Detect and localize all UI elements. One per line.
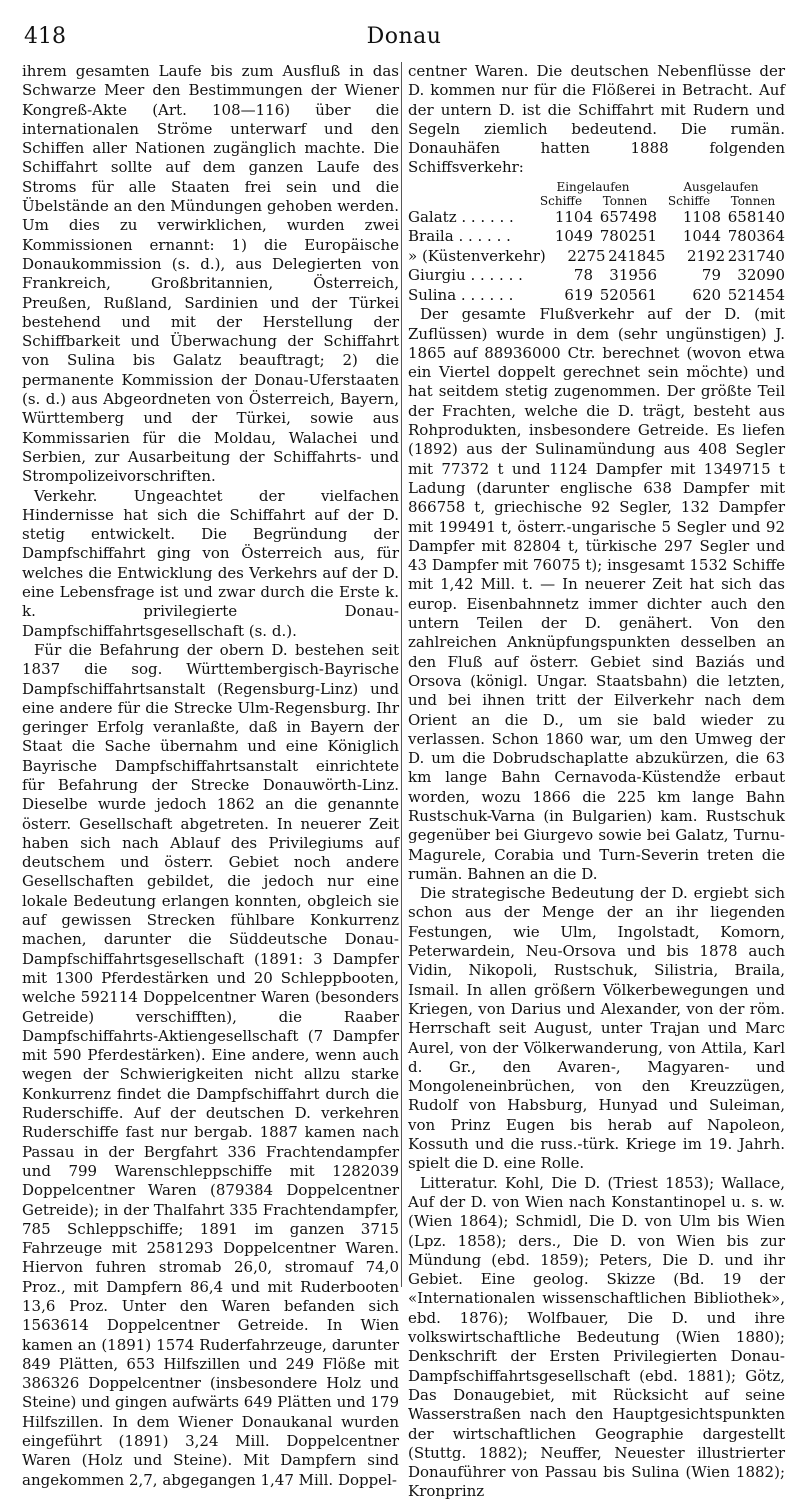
table-group-header: Ausgelaufen [683, 179, 759, 194]
table-row [408, 208, 785, 228]
table-sub-header: Tonnen [730, 193, 776, 208]
table-sub-header: Tonnen [602, 193, 648, 208]
table-row [408, 247, 785, 267]
paragraph: Der gesamte Flußverkehr auf der D. (mit Zuflüssen) wurde in dem (sehr ungünstigen) J. 1865 auf 88936000 Ctr. berechnet (wovon etwa ein Viertel doppelt gerechnet sein möchte) und hat seitdem stetig zugenommen. Der größte Teil der Frachten, welche die D. trägt, besteht aus Rohprodukten, insbesondere Getreide. Es liefen (1892) aus der Sulinamündung aus 408 Segler mit 77372 t und 1124 Dampfer mit 1349715 t Ladung (darunter englische 638 Dampfer mit 866758 t, griechische 92 Segler, 132 Dampfer mit 199491 t, österr.-ungarische 5 Segler und 92 Dampfer mit 82804 t, türkische 297 Segler und 43 Dampfer mit 76075 t); insgesamt 1532 Schiffe mit 1,42 Mill. t. — In neuerer Zeit hat sich das europ. Eisenbahnnetz immer dichter auch den untern Teilen der D. genähert. Von den zahlreichen Anknüpfungspunkten desselben an den Fluß auf österr. Gebiet sind Baziás und Orsova (königl. Ungar. Staatsbahn) die letzten, und bei ihnen tritt der Eilverkehr nach dem Orient an die D., um sie bald wieder zu verlassen. Schon 1860 war, um den Umweg der D. um die Dobrudschaplatte abzukürzen, die 63 km lange Bahn Cernavoda-Küstendže erbaut worden, wozu 1866 die 225 km lange Bahn Rustschuk-Varna (in Bulgarien) kam. Rustschuk gegenüber bei Giurgevo sowie bei Galatz, Turnu-Magurele, Corabia und Turn-Severin treten die rumän. Bahnen an die D. [408, 305, 785, 883]
table-cell: 1104 [554, 207, 593, 226]
paragraph: Litteratur. Kohl, Die D. (Triest 1853); Wallace, Auf der D. von Wien nach Konstantinopel u. s. w. (Wien 1864); Schmidl, Die D. von Ulm bis Wien (Lpz. 1858); ders., Die D. von Wien bis zur Mündung (ebd. 1859); Peters, Die D. und ihr Gebiet. Eine geolog. Skizze (Bd. 19 der «Internationalen wissenschaftlichen Bibliothek», ebd. 1876); Wolfbauer, Die D. und ihre volkswirtschaftliche Bedeutung (Wien 1880); Denkschrift der Ersten Privilegierten Donau-Dampfschiffahrtsgesellschaft (ebd. 1881); Götz, Das Donaugebiet, mit Rücksicht auf seine Wasserstraßen nach den Hauptgesichtspunkten der wirtschaftlichen Geographie dargestellt (Stuttg. 1882); Neuffer, Neuester illustrierter Donauführer von Passau bis Sulina (Wien 1882); Kronprinz [408, 1173, 785, 1501]
paragraph: centner Waren. Die deutschen Nebenflüsse der D. kommen nur für die Flößerei in Betracht. Auf der untern D. ist die Schiffahrt mit Rudern und Segeln ziemlich bedeutend. Die rumän. Donauhäfen hatten 1888 folgenden Schiffsverkehr: [408, 62, 785, 177]
table-cell: 1108 [682, 207, 721, 226]
table-group-header: Eingelaufen [556, 179, 630, 194]
table-cell-port: Giurgiu . . . . . . [408, 266, 523, 285]
table-cell: 657498 [599, 207, 657, 226]
page-number: 418 [24, 24, 66, 49]
traffic-table [408, 180, 785, 306]
paragraph: Für die Befahrung der obern D. bestehen seit 1837 die sog. Württembergisch-Bayrische Dampfschiffahrtsanstalt (Regensburg-Linz) und eine andere für die Strecke Ulm-Regensburg. Ihr geringer Erfolg veranlaßte, daß in Bayern der Staat die Sache übernahm und eine Königlich Bayrische Dampfschiffahrtsanstalt einrichtete für Befahrung der Strecke Donauwörth-Linz. Dieselbe wurde jedoch 1862 an die genannte österr. Gesellschaft abgetreten. In neuerer Zeit haben sich nach Ablauf des Privilegiums auf deutschem und österr. Gebiet noch andere Gesellschaften gebildet, die jedoch nur eine lokale Bedeutung erlangen konnten, obgleich sie auf gewissen Strecken fühlbare Konkurrenz machen, darunter die Süddeutsche Donau-Dampfschiffahrtsgesellschaft (1891: 3 Dampfer mit 1300 Pferdestärken und 20 Schleppbooten, welche 592114 Doppelcentner Waren (besonders Getreide) verschifften), die Raaber Dampfschiffahrts-Aktiengesellschaft (7 Dampfer mit 590 Pferdestärken). Eine andere, wenn auch wegen der Schwierigkeiten nicht allzu starke Konkurrenz findet die Dampfschiffahrt durch die Ruderschiffe. Auf der deutschen D. verkehren Ruderschiffe fast nur bergab. 1887 kamen nach Passau in der Bergfahrt 336 Frachtendampfer und 799 Warenschleppschiffe mit 1282039 Doppelcentner Waren (879384 Doppelcentner Getreide); in der Thalfahrt 335 Frachtendampfer, 785 Schleppschiffe; 1891 im ganzen 3715 Fahrzeuge mit 2581293 Doppelcentner Waren. Hiervon fuhren stromab 26,0, stromauf 74,0 Proz., mit Dampfern 86,4 und mit Ruderbooten 13,6 Proz. Unter den Waren befanden sich 1563614 Doppelcentner Getreide. In Wien kamen an (1891) 1574 Ruderfahrzeuge, darunter 849 Plätten, 653 Hilfszillen und 249 Flöße mit 386326 Doppelcentner (insbesondere Holz und Steine) und gingen aufwärts 649 Plätten und 179 Hilfszillen. In dem Wiener Donaukanal wurden eingeführt (1891) 3,24 Mill. Doppelcentner Waren (Holz und Steine). Mit Dampfern sind angekommen 2,7, abgegangen 1,47 Mill. Doppel- [22, 640, 399, 1489]
table-row [408, 227, 785, 247]
right-column [408, 62, 785, 1502]
table-cell: 1044 [682, 227, 721, 246]
table-group-headers [408, 180, 785, 194]
table-cell: 79 [701, 266, 721, 285]
table-cell: 1049 [554, 227, 593, 246]
table-cell-port: » (Küstenverkehr) [408, 246, 546, 265]
table-cell: 780364 [727, 227, 785, 246]
paragraph: ihrem gesamten Laufe bis zum Ausfluß in das Schwarze Meer den Bestimmungen der Wiener Kongreß-Akte (Art. 108—116) über die internationalen Ströme unterwarf und den Schiffen aller Nationen zugänglich machte. Die Schiffahrt sollte auf dem ganzen Laufe des Stroms für alle Staaten frei sein und die Übelstände an den Mündungen gehoben werden. Um dies zu verwirklichen, wurden zwei Kommissionen ernannt: 1) die Europäische Donaukommission (s. d.), aus Delegierten von Frankreich, Großbritannien, Österreich, Preußen, Rußland, Sardinien und der Türkei bestehend und mit der Herstellung der Schiffbarkeit und Überwachung der Schiffahrt von Sulina bis Galatz beauftragt; 2) die permanente Kommission der Donau-Uferstaaten (s. d.) aus Abgeordneten von Österreich, Bayern, Württemberg und der Türkei, sowie aus Kommissarien für die Moldau, Walachei und Serbien, zur Ausarbeitung der Schiffahrts- und Strompolizeivorschriften. [22, 62, 399, 486]
table-cell: 2275 [567, 246, 606, 265]
table-sub-header: Schiffe [539, 193, 583, 208]
table-row [408, 266, 785, 286]
table-cell: 231740 [727, 246, 785, 265]
table-cell: 619 [564, 285, 593, 304]
table-cell: 521454 [727, 285, 785, 304]
table-cell: 241845 [608, 246, 666, 265]
page-header [24, 22, 784, 52]
table-cell-port: Braila . . . . . . [408, 227, 511, 246]
table-cell: 2192 [686, 246, 726, 265]
column-divider [401, 62, 402, 1287]
table-cell: 78 [573, 266, 593, 285]
table-cell: 658140 [727, 207, 785, 226]
table-cell: 31956 [609, 266, 657, 285]
paragraph: Die strategische Bedeutung der D. ergiebt sich schon aus der Menge der an ihr liegenden Festungen, wie Ulm, Ingolstadt, Komorn, Peterwardein, Neu-Orsova und bis 1878 auch Vidin, Nikopoli, Rustschuk, Silistria, Braila, Ismail. In allen größern Völkerbewegungen und Kriegen, von Darius und Alexander, von der röm. Herrschaft seit August, unter Trajan und Marc Aurel, von der Völkerwanderung, von Attila, Karl d. Gr., den Avaren-, Magyaren- und Mongoleneinbrüchen, von den Kreuzzügen, Rudolf von Habsburg, Hunyad und Suleiman, von Prinz Eugen bis herab auf Napoleon, Kossuth und die russ.-türk. Kriege im 19. Jahrh. spielt die D. eine Rolle. [408, 884, 785, 1173]
table-cell-port: Sulina . . . . . . [408, 285, 514, 304]
table-cell: 620 [692, 285, 721, 304]
running-title: Donau [366, 24, 442, 49]
left-column [22, 62, 399, 1490]
table-cell: 780251 [599, 227, 657, 246]
table-sub-header: Schiffe [667, 193, 711, 208]
table-cell: 520561 [599, 285, 657, 304]
table-cell: 32090 [737, 266, 785, 285]
table-row [408, 286, 785, 306]
paragraph: Verkehr. Ungeachtet der vielfachen Hindernisse hat sich die Schiffahrt auf der D. stetig entwickelt. Die Begründung der Dampfschiffahrt ging von Österreich aus, für welches die Entwicklung des Verkehrs auf der D. eine Lebensfrage ist und zwar durch die Erste k. k. privilegierte Donau-Dampfschiffahrtsgesellschaft (s. d.). [22, 486, 399, 640]
table-sub-headers [408, 194, 785, 208]
table-cell-port: Galatz . . . . . . [408, 207, 514, 226]
